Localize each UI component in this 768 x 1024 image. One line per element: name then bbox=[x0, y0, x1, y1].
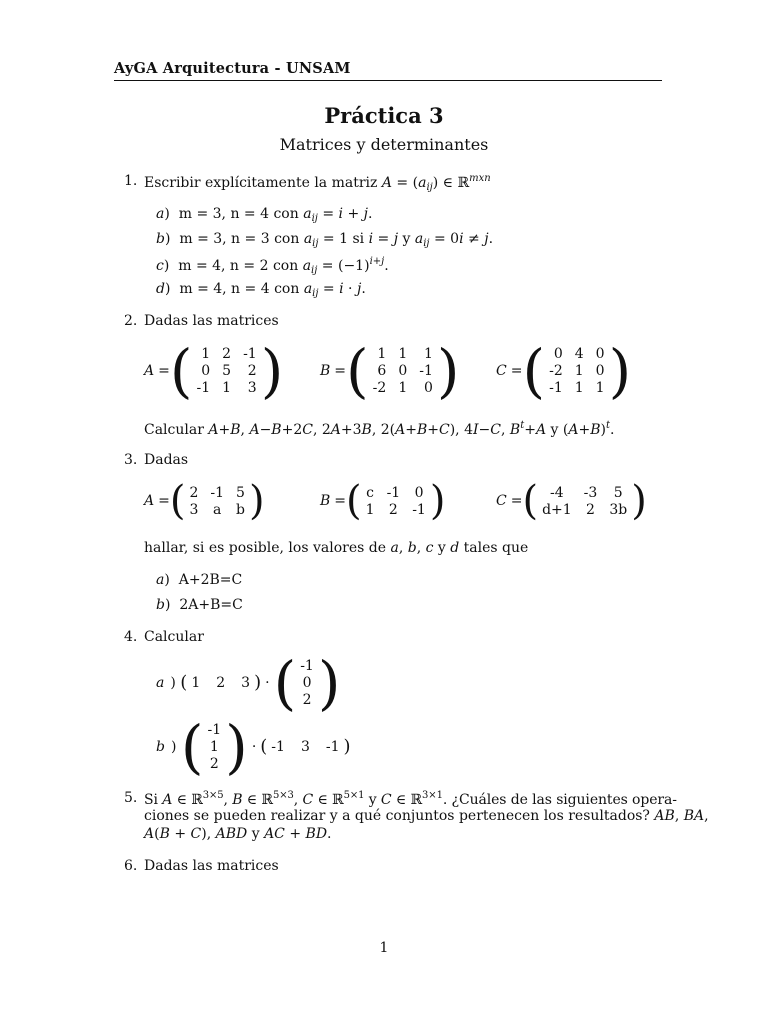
matrix-entry: -1 bbox=[243, 346, 257, 362]
vector-entry: -1 bbox=[207, 722, 222, 738]
matrix-entry: 3 bbox=[189, 501, 199, 518]
matrix-entry: d+1 bbox=[542, 501, 572, 518]
matrix-entry: 1 bbox=[365, 501, 375, 518]
matrix-entry: 2 bbox=[388, 501, 398, 518]
matrix-entry: 0 bbox=[595, 363, 605, 379]
matrix-entry: 0 bbox=[423, 380, 433, 396]
vector-entry: 0 bbox=[302, 675, 312, 691]
header-rule bbox=[114, 80, 662, 81]
matrix-entry: -1 bbox=[412, 501, 426, 518]
exercise-5-number: 5. bbox=[124, 790, 138, 806]
matrix-entry: 5 bbox=[613, 484, 623, 501]
exercise-3-number: 3. bbox=[124, 452, 138, 468]
matrix-entry: 0 bbox=[595, 346, 605, 362]
exercise-4-number: 4. bbox=[124, 629, 138, 645]
page-number: 1 bbox=[379, 940, 389, 956]
matrix-entry: 0 bbox=[201, 363, 211, 379]
matrix-entry: 5 bbox=[236, 484, 245, 501]
matrix-entry: -1 bbox=[196, 380, 211, 396]
exercise-1-text: Escribir explícitamente la matriz $A = (a_{ij})$ ∈ ℝ$^{mxn}$ bbox=[144, 173, 491, 193]
exercise-3b: b) 2A+B=C bbox=[156, 597, 243, 613]
exercise-4b: b ) ( -1 1 2 ) · ( -1 3 -1 ) bbox=[156, 713, 351, 781]
page-title: Práctica 3 bbox=[324, 103, 444, 128]
matrix-entry: 4 bbox=[574, 346, 584, 362]
matrix-entry: 1 bbox=[423, 346, 433, 362]
vector-entry: -1 bbox=[271, 739, 285, 755]
vector-entry: 2 bbox=[302, 692, 312, 708]
matrix-entry: 3 bbox=[247, 380, 257, 396]
matrix-entry: 3b bbox=[609, 501, 628, 518]
matrix-entry: 1 bbox=[595, 380, 605, 396]
exercise-4-text: Calcular bbox=[144, 629, 204, 645]
exercise-2-text: Dadas las matrices bbox=[144, 313, 279, 329]
exercise-3a: a) A+2B=C bbox=[156, 572, 243, 588]
vector-entry: 1 bbox=[209, 739, 219, 755]
matrix-entry: -1 bbox=[419, 363, 433, 379]
matrix-entry: 1 bbox=[222, 380, 232, 396]
matrix-entry: -1 bbox=[210, 484, 225, 501]
matrix-3C: C = ( -4 -3 5 d+1 2 3b ) bbox=[496, 478, 647, 524]
exercise-2-calculate: Calcular A+B, A−B+2C, 2A+3B, 2(A+B+C), 4I−C, $B^t+A$ y $(A+B)^t$. bbox=[144, 420, 615, 438]
exercise-5-line1: Si A ∈ ℝ$^{3\times 5}$, B ∈ ℝ$^{5\times 3}$, C ∈ ℝ$^{5\times 1}$ y C ∈ ℝ$^{3\times 1}$. ¿Cuáles de las siguientes opera- bbox=[144, 790, 677, 808]
matrix-entry: -2 bbox=[549, 363, 563, 379]
exercise-6-number: 6. bbox=[124, 858, 138, 874]
exercise-1-number: 1. bbox=[124, 173, 138, 189]
exercise-5-line3: A(B + C), ABD y AC + BD. bbox=[144, 826, 332, 842]
matrix-entry: -4 bbox=[550, 484, 564, 501]
matrix-entry: 1 bbox=[574, 380, 584, 396]
matrix-2B: B = ( 1 1 1 6 0 -1 -2 1 0 ) bbox=[320, 337, 460, 405]
matrix-entry: 2 bbox=[586, 501, 595, 518]
exercise-5-line2: ciones se pueden realizar y a qué conjuntos pertenecen los resultados? AB, BA, bbox=[144, 808, 709, 824]
matrix-entry: 1 bbox=[377, 346, 387, 362]
matrix-entry: 6 bbox=[377, 363, 387, 379]
matrix-3A: A = ( 2 -1 5 3 a b ) bbox=[144, 478, 265, 524]
vector-entry: 2 bbox=[209, 756, 219, 772]
page-subtitle: Matrices y determinantes bbox=[279, 135, 489, 154]
matrix-entry: 1 bbox=[574, 363, 584, 379]
matrix-entry: 0 bbox=[398, 363, 408, 379]
exercise-2-number: 2. bbox=[124, 313, 138, 329]
matrix-entry: 0 bbox=[553, 346, 563, 362]
matrix-entry: 1 bbox=[201, 346, 211, 362]
matrix-entry: 5 bbox=[222, 363, 232, 379]
matrix-2A: A = ( 1 2 -1 0 5 2 -1 1 3 ) bbox=[144, 337, 284, 405]
exercise-3-find: hallar, si es posible, los valores de a, b, c y d tales que bbox=[144, 540, 529, 556]
matrix-entry: -1 bbox=[549, 380, 563, 396]
matrix-entry: b bbox=[236, 501, 245, 518]
exercise-1b: b) m = 3, n = 3 con $a_{ij} = 1$ si i = j y $a_{ij} = 0i \ne j$. bbox=[156, 231, 494, 249]
vector-entry: 2 bbox=[216, 675, 226, 691]
matrix-entry: 1 bbox=[398, 380, 408, 396]
vector-entry: -1 bbox=[300, 658, 314, 674]
exercise-6-text: Dadas las matrices bbox=[144, 858, 279, 874]
matrix-entry: -3 bbox=[583, 484, 598, 501]
exercise-3-text: Dadas bbox=[144, 452, 189, 468]
matrix-entry: 1 bbox=[398, 346, 408, 362]
matrix-entry: 2 bbox=[247, 363, 257, 379]
vector-entry: -1 bbox=[325, 739, 340, 755]
matrix-entry: -2 bbox=[372, 380, 387, 396]
exercise-1d: d) m = 4, n = 4 con $a_{ij} = i \cdot j$. bbox=[156, 281, 366, 299]
matrix-entry: c bbox=[366, 484, 375, 501]
matrix-entry: a bbox=[213, 501, 222, 518]
vector-entry: 3 bbox=[300, 739, 310, 755]
exercise-1c: c) m = 4, n = 2 con $a_{ij} = (-1)^{i+j}$. bbox=[156, 256, 389, 276]
matrix-3B: B = ( c -1 0 1 2 -1 ) bbox=[320, 478, 446, 524]
vector-entry: 3 bbox=[241, 675, 251, 691]
matrix-2C: C = ( 0 4 0 -2 1 0 -1 1 1 ) bbox=[496, 337, 632, 405]
vector-entry: 1 bbox=[191, 675, 201, 691]
matrix-entry: 2 bbox=[222, 346, 232, 362]
exercise-4a: a ) ( 1 2 3 ) · ( -1 0 2 ) bbox=[156, 649, 341, 717]
page-header: AyGA Arquitectura - UNSAM bbox=[114, 60, 351, 77]
exercise-1a: a) m = 3, n = 4 con $a_{ij} = i + j$. bbox=[156, 206, 373, 224]
matrix-entry: 0 bbox=[414, 484, 424, 501]
matrix-entry: -1 bbox=[386, 484, 401, 501]
matrix-entry: 2 bbox=[189, 484, 199, 501]
